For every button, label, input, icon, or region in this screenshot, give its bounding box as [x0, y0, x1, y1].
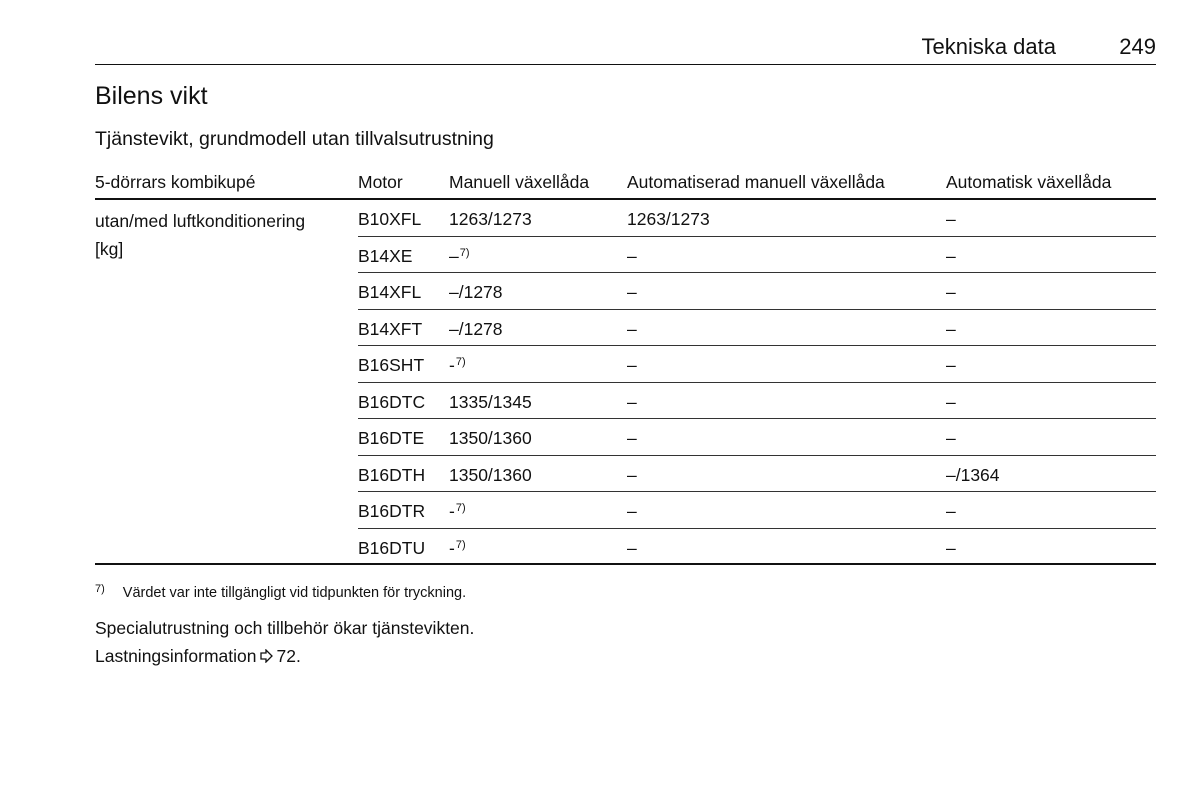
table-row	[95, 529, 1156, 566]
cell-manual-value: -	[449, 501, 455, 521]
cell-motor: B16SHT	[358, 355, 425, 375]
footnote-reference: 7)	[455, 502, 466, 514]
loading-info-page-link[interactable]: 72.	[276, 646, 301, 666]
footnote	[95, 583, 466, 601]
cell-motor: B14XE	[358, 245, 413, 266]
cell-manual	[449, 282, 503, 303]
cell-manual	[449, 465, 532, 486]
table-row	[95, 383, 1156, 420]
footnote-reference: 7)	[455, 538, 466, 551]
cell-automated-manual: –	[627, 391, 637, 412]
table-row	[95, 456, 1156, 493]
cell-motor: B14XFT	[358, 318, 423, 339]
row-label-text: utan/med luftkonditionering	[95, 211, 306, 231]
cell-manual-value: 1350/1360	[449, 464, 532, 485]
table-row	[95, 346, 1156, 383]
page-header	[95, 34, 1156, 65]
cell-automatic: –	[946, 391, 956, 412]
header-automated-manual: Automatiserad manuell växellåda	[627, 172, 885, 192]
cell-automated-manual: –	[627, 428, 637, 448]
table-header	[95, 168, 1156, 200]
table-row	[95, 273, 1156, 310]
footnote-reference: 7)	[455, 356, 466, 368]
cell-manual-value: 1335/1345	[449, 391, 532, 412]
table-row	[95, 310, 1156, 347]
cell-motor: B16DTR	[358, 501, 426, 521]
cell-automated-manual: –	[627, 464, 637, 485]
cell-manual-value: -	[449, 355, 455, 375]
row-label-unit: [kg]	[95, 239, 124, 259]
header-body-type: 5-dörrars kombikupé	[95, 172, 256, 192]
section-title: Tekniska data	[921, 34, 1056, 59]
cell-manual	[449, 428, 532, 449]
cell-automatic: –	[946, 428, 956, 448]
cell-motor: B16DTE	[358, 428, 425, 448]
cell-automatic: –	[946, 318, 956, 339]
cell-automated-manual: –	[627, 282, 637, 302]
cell-automatic: –	[946, 209, 956, 229]
cell-automated-manual: –	[627, 318, 637, 339]
cell-automated-manual: –	[627, 501, 637, 521]
table-row	[95, 492, 1156, 529]
cell-manual-value: –/1278	[449, 282, 503, 302]
cell-manual-value: 1350/1360	[449, 428, 532, 448]
cell-manual-value: 1263/1273	[449, 209, 532, 229]
cell-automatic: –	[946, 245, 956, 266]
header-motor: Motor	[358, 172, 403, 192]
footnote-reference: 7)	[459, 246, 470, 259]
cell-automated-manual: –	[627, 537, 637, 558]
cell-automatic: –	[946, 537, 956, 558]
cell-manual-value: –/1278	[449, 318, 503, 339]
loading-info-text: Lastningsinformation	[95, 646, 257, 666]
loading-info-note	[95, 646, 301, 667]
page-subtitle: Tjänstevikt, grundmodell utan tillvalsutrustning	[95, 128, 494, 150]
cell-manual	[449, 538, 466, 559]
cell-motor: B16DTH	[358, 464, 426, 485]
footnote-text: Värdet var inte tillgängligt vid tidpunkten för tryckning.	[122, 585, 467, 601]
footnote-mark: 7)	[95, 583, 105, 595]
row-label	[95, 207, 305, 263]
arrow-reference-icon	[259, 647, 273, 661]
cell-manual	[449, 355, 466, 376]
special-equipment-note: Specialutrustning och tillbehör ökar tjänstevikten.	[95, 618, 475, 638]
cell-manual	[449, 501, 466, 522]
cell-automated-manual: –	[627, 355, 637, 375]
cell-manual-value: -	[449, 537, 455, 558]
cell-motor: B10XFL	[358, 209, 422, 229]
cell-motor: B16DTU	[358, 537, 426, 558]
page-number: 249	[1119, 34, 1156, 59]
cell-motor: B14XFL	[358, 282, 422, 302]
row-divider	[95, 563, 1156, 565]
cell-automated-manual: –	[627, 245, 637, 266]
cell-manual	[449, 246, 470, 267]
cell-automatic: –	[946, 282, 956, 302]
cell-manual	[449, 392, 532, 413]
cell-manual	[449, 319, 503, 340]
cell-manual-value: –	[449, 245, 459, 266]
header-manual: Manuell växellåda	[449, 172, 590, 192]
cell-manual	[449, 209, 532, 230]
table-row	[95, 419, 1156, 456]
header-automatic: Automatisk växellåda	[946, 172, 1112, 192]
cell-automatic: –	[946, 355, 956, 375]
cell-automatic: –/1364	[946, 464, 1000, 485]
page-title: Bilens vikt	[95, 82, 208, 110]
cell-motor: B16DTC	[358, 391, 426, 412]
cell-automatic: –	[946, 501, 956, 521]
cell-automated-manual: 1263/1273	[627, 209, 710, 229]
